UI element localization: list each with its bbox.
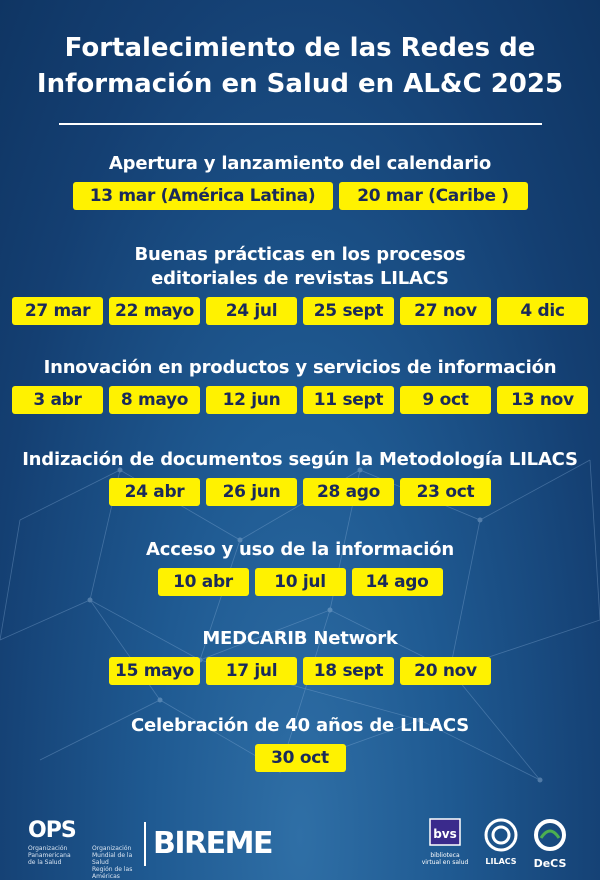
- section-title-line: Apertura y lanzamiento del calendario: [108, 153, 492, 174]
- section-title-line: Acceso y uso de la información: [146, 539, 454, 560]
- bvs-sub1: biblioteca: [430, 852, 460, 859]
- date-chip: 4 dic: [497, 297, 588, 325]
- date-chip: 14 ago: [352, 568, 443, 596]
- ops-region: Región de las Américas: [92, 866, 133, 880]
- ops-org-paho: Organización Panamericana de la Salud: [28, 845, 71, 866]
- date-chip: 27 mar: [12, 297, 103, 325]
- section-innovacion: [0, 356, 600, 414]
- date-chip: 11 sept: [303, 386, 394, 414]
- date-chip: 20 mar (Caribe ): [339, 182, 528, 210]
- date-chip: 28 ago: [303, 478, 394, 506]
- ops-logo: [28, 820, 144, 880]
- section-apertura: [0, 152, 600, 210]
- date-chip: 18 sept: [303, 657, 394, 685]
- date-chip: 10 jul: [255, 568, 346, 596]
- section-title: [0, 538, 600, 562]
- section-medcarib: [0, 627, 600, 685]
- ops-subtext: [28, 845, 144, 880]
- date-chips: [0, 182, 600, 210]
- date-chip: 9 oct: [400, 386, 491, 414]
- date-chip: 3 abr: [12, 386, 103, 414]
- section-title: [0, 243, 600, 291]
- date-chip: 13 mar (América Latina): [73, 182, 333, 210]
- date-chip: 20 nov: [400, 657, 491, 685]
- date-chip: 23 oct: [400, 478, 491, 506]
- date-chip: 24 jul: [206, 297, 297, 325]
- section-celebracion: [0, 714, 600, 772]
- date-chip: 10 abr: [158, 568, 249, 596]
- page-title: [0, 30, 600, 102]
- date-chips: [0, 568, 600, 596]
- footer-divider: [144, 822, 146, 866]
- section-title-line: Buenas prácticas en los procesos: [134, 244, 466, 265]
- section-title-line: Celebración de 40 años de LILACS: [130, 715, 469, 736]
- section-title-line: MEDCARIB Network: [202, 628, 398, 649]
- date-chip: 13 nov: [497, 386, 588, 414]
- section-buenas-practicas: [0, 243, 600, 325]
- date-chips: [0, 478, 600, 506]
- decs-circle-icon: [533, 818, 567, 852]
- page-title-line: Información en Salud en AL&C 2025: [36, 69, 564, 99]
- bvs-square-icon: [427, 818, 463, 848]
- bvs-mark: bvs: [433, 827, 457, 841]
- title-divider: [59, 123, 542, 125]
- date-chips: [0, 386, 600, 414]
- section-title: [0, 627, 600, 651]
- date-chips: [0, 297, 600, 325]
- date-chip: 30 oct: [255, 744, 346, 772]
- date-chip: 12 jun: [206, 386, 297, 414]
- date-chip: 25 sept: [303, 297, 394, 325]
- footer-logos: [0, 812, 600, 880]
- lilacs-label: LILACS: [485, 857, 517, 866]
- date-chip: 8 mayo: [109, 386, 200, 414]
- bvs-logo: [417, 818, 473, 866]
- section-indizacion: [0, 448, 600, 506]
- section-title-line: Indización de documentos según la Metodología LILACS: [22, 449, 578, 470]
- section-title: [0, 714, 600, 738]
- decs-logo: [530, 818, 570, 870]
- date-chip: 24 abr: [109, 478, 200, 506]
- lilacs-logo: [482, 818, 520, 866]
- section-title: [0, 152, 600, 176]
- section-title: [0, 356, 600, 380]
- date-chips: [0, 657, 600, 685]
- ops-org-who: Organización Mundial de la Salud: [92, 845, 133, 866]
- date-chip: 26 jun: [206, 478, 297, 506]
- date-chip: 15 mayo: [109, 657, 200, 685]
- ops-wordmark: OPS: [28, 818, 76, 843]
- date-chip: 17 jul: [206, 657, 297, 685]
- date-chip: 27 nov: [400, 297, 491, 325]
- section-acceso: [0, 538, 600, 596]
- date-chips: [0, 744, 600, 772]
- section-title-line: editoriales de revistas LILACS: [151, 268, 449, 289]
- lilacs-circle-icon: [484, 818, 518, 852]
- bvs-sub2: virtual en salud: [421, 859, 469, 866]
- decs-label: DeCS: [533, 857, 567, 870]
- section-title: [0, 448, 600, 472]
- date-chip: 22 mayo: [109, 297, 200, 325]
- page-title-line: Fortalecimiento de las Redes de: [64, 33, 536, 63]
- bireme-logo: BIREME: [153, 826, 272, 861]
- section-title-line: Innovación en productos y servicios de información: [43, 357, 557, 378]
